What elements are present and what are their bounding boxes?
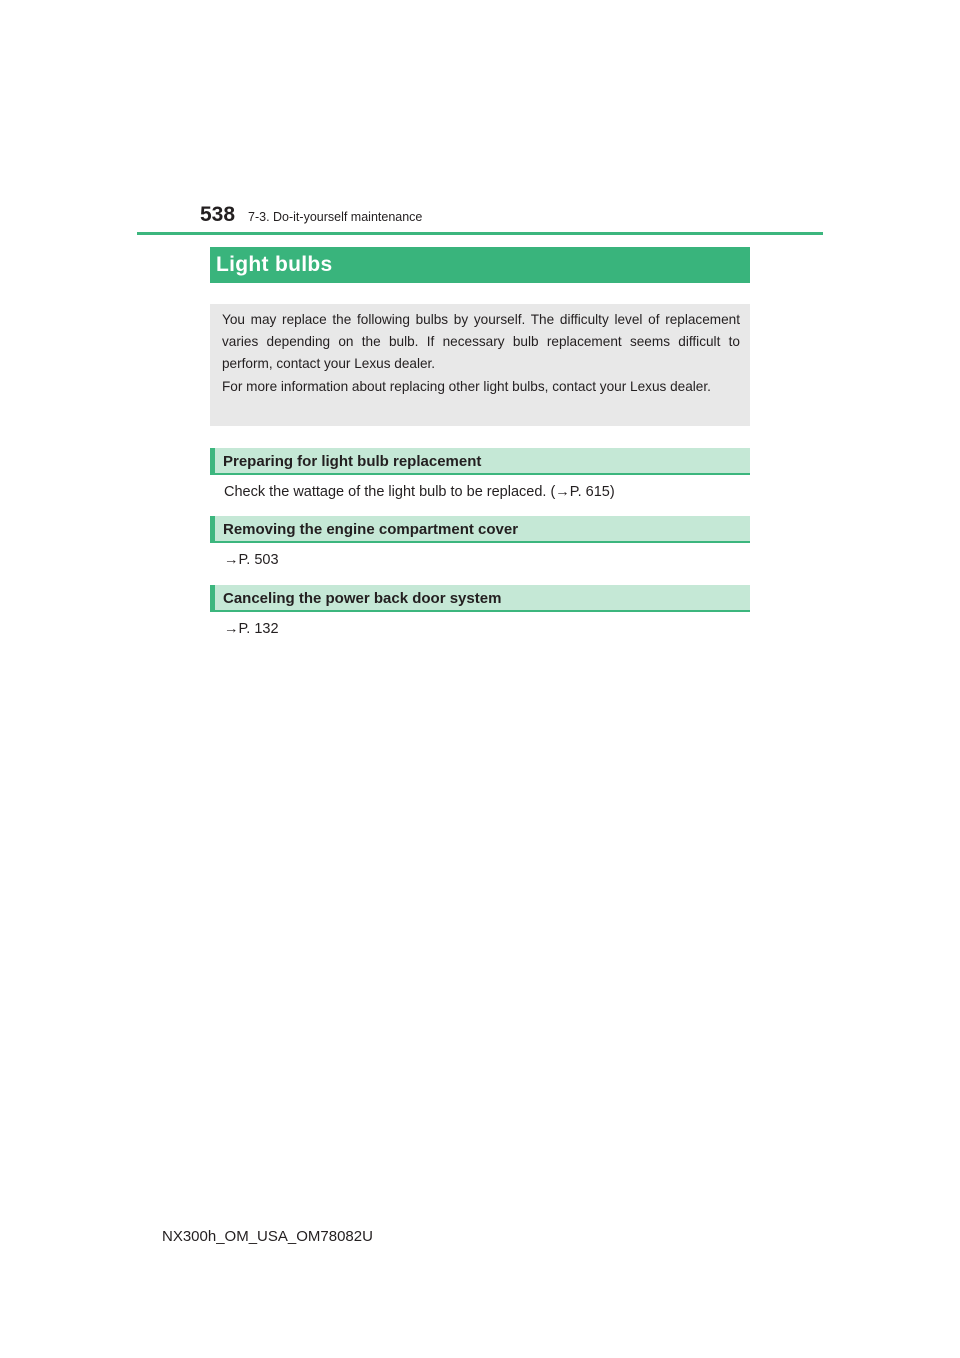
section-label: 7-3. Do-it-yourself maintenance	[248, 210, 423, 224]
subheading-marker	[210, 585, 215, 610]
subheading-label: Preparing for light bulb replacement	[223, 453, 482, 470]
intro-paragraph-1: You may replace the following bulbs by yourself. The difficulty level of replacement varies depending on the bulb. If necessary bulb replacement seems difficult to perform, contact your Lexus dealer.	[222, 312, 740, 371]
page-title: Light bulbs	[216, 253, 333, 276]
subheading-marker	[210, 448, 215, 473]
footer-document-code: NX300h_OM_USA_OM78082U	[162, 1228, 373, 1245]
subheading-removing-cover	[210, 516, 750, 543]
subheading-preparing	[210, 448, 750, 475]
subheading-canceling-back-door	[210, 585, 750, 612]
page-reference-link[interactable]: →P. 132	[224, 621, 279, 637]
subheading-label: Removing the engine compartment cover	[223, 521, 519, 538]
section-body-preparing: Check the wattage of the light bulb to be replaced. (→P. 615)	[224, 484, 615, 500]
intro-paragraph-2: For more information about replacing other light bulbs, contact your Lexus dealer.	[222, 379, 711, 394]
subheading-label: Canceling the power back door system	[223, 590, 502, 607]
header-rule	[137, 232, 823, 235]
title-bar	[210, 247, 750, 283]
page-reference-link[interactable]: →P. 503	[224, 552, 279, 568]
intro-box	[210, 304, 750, 426]
subheading-marker	[210, 516, 215, 541]
page-number: 538	[200, 203, 236, 226]
